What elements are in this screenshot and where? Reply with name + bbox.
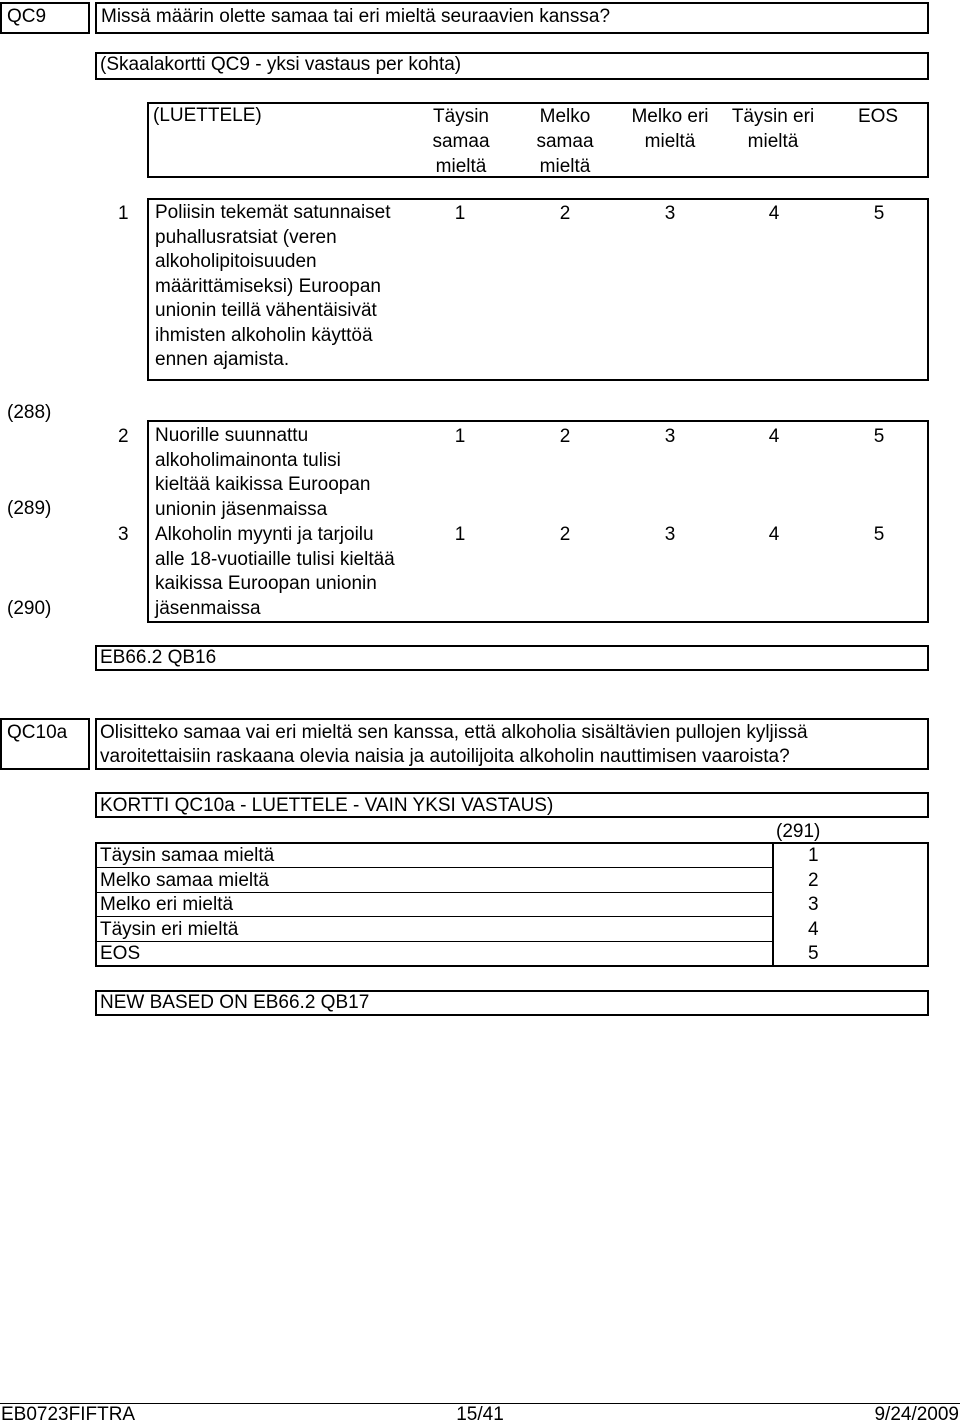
item-number: 2 — [118, 426, 129, 447]
variable-code: (290) — [7, 598, 52, 619]
question-code: QC10a — [7, 722, 68, 743]
column-header-1: Täysin samaa mieltä — [432, 106, 490, 177]
answer-code[interactable]: 1 — [454, 203, 466, 224]
column-header-3: Melko eri mieltä — [631, 106, 709, 152]
footer-page-number: 15/41 — [456, 1404, 504, 1425]
answer-code[interactable]: 2 — [559, 203, 571, 224]
answer-code[interactable]: 5 — [873, 524, 885, 545]
source-text: EB66.2 QB16 — [100, 647, 217, 668]
item-text: Poliisin tekemät satunnaiset puhallusratsiat (veren alkoholipitoisuuden määrittämiseksi) Euroopan unionin teillä vähentäisivät ihmisten alkoholin käyttöä ennen ajamista. — [155, 202, 391, 370]
option-label[interactable]: Täysin eri mieltä — [100, 919, 239, 940]
variable-code: (289) — [7, 498, 52, 519]
answer-code[interactable]: 1 — [454, 426, 466, 447]
option-label[interactable]: Täysin samaa mieltä — [100, 845, 275, 866]
answer-code[interactable]: 3 — [664, 524, 676, 545]
option-code[interactable]: 4 — [808, 919, 819, 940]
answer-code[interactable]: 2 — [559, 426, 571, 447]
item-number: 3 — [118, 524, 129, 545]
answer-code[interactable]: 3 — [664, 426, 676, 447]
answer-code[interactable]: 4 — [768, 426, 780, 447]
footer-doc-id: EB0723FIFTRA — [1, 1404, 136, 1425]
source-box — [95, 645, 929, 671]
source-text: NEW BASED ON EB66.2 QB17 — [100, 992, 370, 1013]
option-code[interactable]: 3 — [808, 894, 819, 915]
option-code[interactable]: 5 — [808, 943, 819, 964]
item-text: Alkoholin myynti ja tarjoilu alle 18-vuotiaille tulisi kieltää kaikissa Euroopan unionin jäsenmaissa — [155, 524, 395, 619]
instruction-text: (Skaalakortti QC9 - yksi vastaus per kohta) — [100, 54, 462, 75]
variable-code: (291) — [776, 821, 821, 842]
answer-code[interactable]: 2 — [559, 524, 571, 545]
answer-code[interactable]: 1 — [454, 524, 466, 545]
question-code: QC9 — [7, 6, 47, 27]
item-number: 1 — [118, 203, 129, 224]
list-label: (LUETTELE) — [153, 105, 262, 126]
answer-code[interactable]: 4 — [768, 203, 780, 224]
question-text: Missä määrin olette samaa tai eri mieltä seuraavien kanssa? — [101, 6, 611, 27]
question-text: Olisitteko samaa vai eri mieltä sen kanssa, että alkoholia sisältävien pullojen kyljissä varoitettaisiin raskaana olevia naisia ja autoilijoita alkoholin nauttimisen vaaroista? — [100, 722, 808, 767]
option-label[interactable]: EOS — [100, 943, 141, 964]
answer-code[interactable]: 4 — [768, 524, 780, 545]
footer-date: 9/24/2009 — [874, 1404, 959, 1425]
option-code[interactable]: 2 — [808, 870, 819, 891]
answer-code[interactable]: 5 — [873, 203, 885, 224]
option-label[interactable]: Melko samaa mieltä — [100, 870, 269, 891]
column-header-4: Täysin eri mieltä — [731, 106, 815, 152]
option-label[interactable]: Melko eri mieltä — [100, 894, 234, 915]
answer-code[interactable]: 5 — [873, 426, 885, 447]
instruction-text: KORTTI QC10a - LUETTELE - VAIN YKSI VASTAUS) — [100, 795, 554, 816]
column-header-5: EOS — [857, 106, 899, 127]
answer-code[interactable]: 3 — [664, 203, 676, 224]
item-text: Nuorille suunnattu alkoholimainonta tulisi kieltää kaikissa Euroopan unionin jäsenmaissa — [155, 425, 371, 520]
options-divider — [772, 842, 774, 967]
variable-code: (288) — [7, 402, 52, 423]
column-header-2: Melko samaa mieltä — [536, 106, 594, 177]
option-code[interactable]: 1 — [808, 845, 819, 866]
